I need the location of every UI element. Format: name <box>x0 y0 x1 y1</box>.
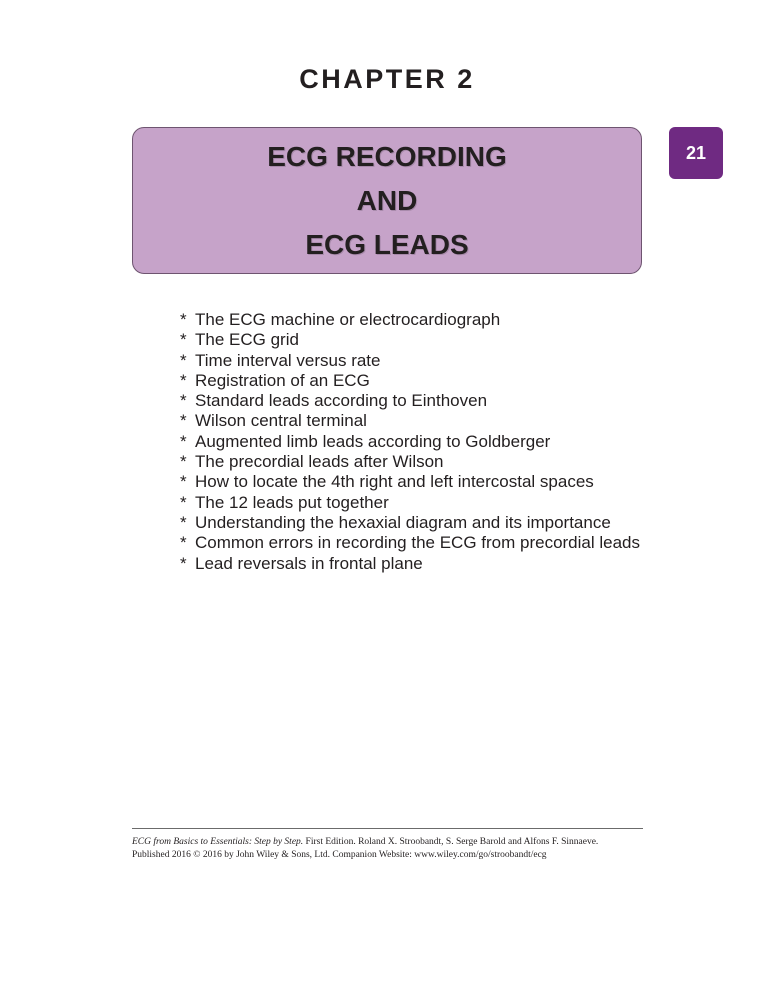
list-item <box>180 371 640 391</box>
chapter-heading: CHAPTER 2 <box>299 64 475 94</box>
bullet-asterisk: * <box>180 370 187 390</box>
topic-text: Common errors in recording the ECG from precordial leads <box>195 533 641 553</box>
list-item <box>180 513 640 533</box>
topic-text: Augmented limb leads according to Goldberger <box>195 431 551 451</box>
bullet-asterisk: * <box>180 553 187 573</box>
topic-text: The precordial leads after Wilson <box>195 452 444 472</box>
list-item <box>180 493 640 513</box>
topic-text: Understanding the hexaxial diagram and its importance <box>195 512 611 532</box>
chapter-topics-list <box>180 310 640 574</box>
chapter-title-box <box>132 127 642 274</box>
topic-text: Registration of an ECG <box>195 370 370 390</box>
bullet-asterisk: * <box>180 431 187 451</box>
chapter-title-line-2: AND <box>356 184 418 216</box>
book-edition-authors: First Edition. Roland X. Stroobandt, S. Serge Barold and Alfons F. Sinnaeve. <box>303 837 599 847</box>
list-item <box>180 351 640 371</box>
topic-text: Time interval versus rate <box>195 350 381 370</box>
bullet-asterisk: * <box>180 533 187 553</box>
footer-divider <box>132 828 643 829</box>
list-item <box>180 391 640 411</box>
topic-text: Wilson central terminal <box>195 411 367 431</box>
citation-line-2: Published 2016 © 2016 by John Wiley & Sons, Ltd. Companion Website: www.wiley.com/go/stroobandt/ecg <box>132 850 547 860</box>
bullet-asterisk: * <box>180 452 187 472</box>
bullet-asterisk: * <box>180 472 187 492</box>
list-item <box>180 432 640 452</box>
topic-text: Lead reversals in frontal plane <box>195 553 423 573</box>
bullet-asterisk: * <box>180 492 187 512</box>
bullet-asterisk: * <box>180 391 187 411</box>
list-item <box>180 554 640 574</box>
bullet-asterisk: * <box>180 350 187 370</box>
book-title: ECG from Basics to Essentials: Step by Step. <box>132 837 304 847</box>
topic-text: The 12 leads put together <box>195 492 389 512</box>
bullet-asterisk: * <box>180 512 187 532</box>
topic-text: The ECG machine or electrocardiograph <box>195 310 501 329</box>
topic-text: The ECG grid <box>195 330 299 350</box>
chapter-title-line-1: ECG RECORDING <box>267 140 507 172</box>
bullet-asterisk: * <box>180 330 187 350</box>
bullet-asterisk: * <box>180 310 187 329</box>
topic-text: Standard leads according to Einthoven <box>195 391 488 411</box>
list-item <box>180 533 640 553</box>
list-item <box>180 452 640 472</box>
citation-footer <box>132 836 652 862</box>
list-item <box>180 330 640 350</box>
citation-line-1 <box>132 836 652 849</box>
list-item <box>180 411 640 431</box>
topic-text: How to locate the 4th right and left intercostal spaces <box>195 472 594 492</box>
list-item <box>180 472 640 492</box>
page-number-tab: 21 <box>669 127 723 179</box>
list-item <box>180 310 640 330</box>
chapter-title-line-3: ECG LEADS <box>305 228 469 260</box>
bullet-asterisk: * <box>180 411 187 431</box>
